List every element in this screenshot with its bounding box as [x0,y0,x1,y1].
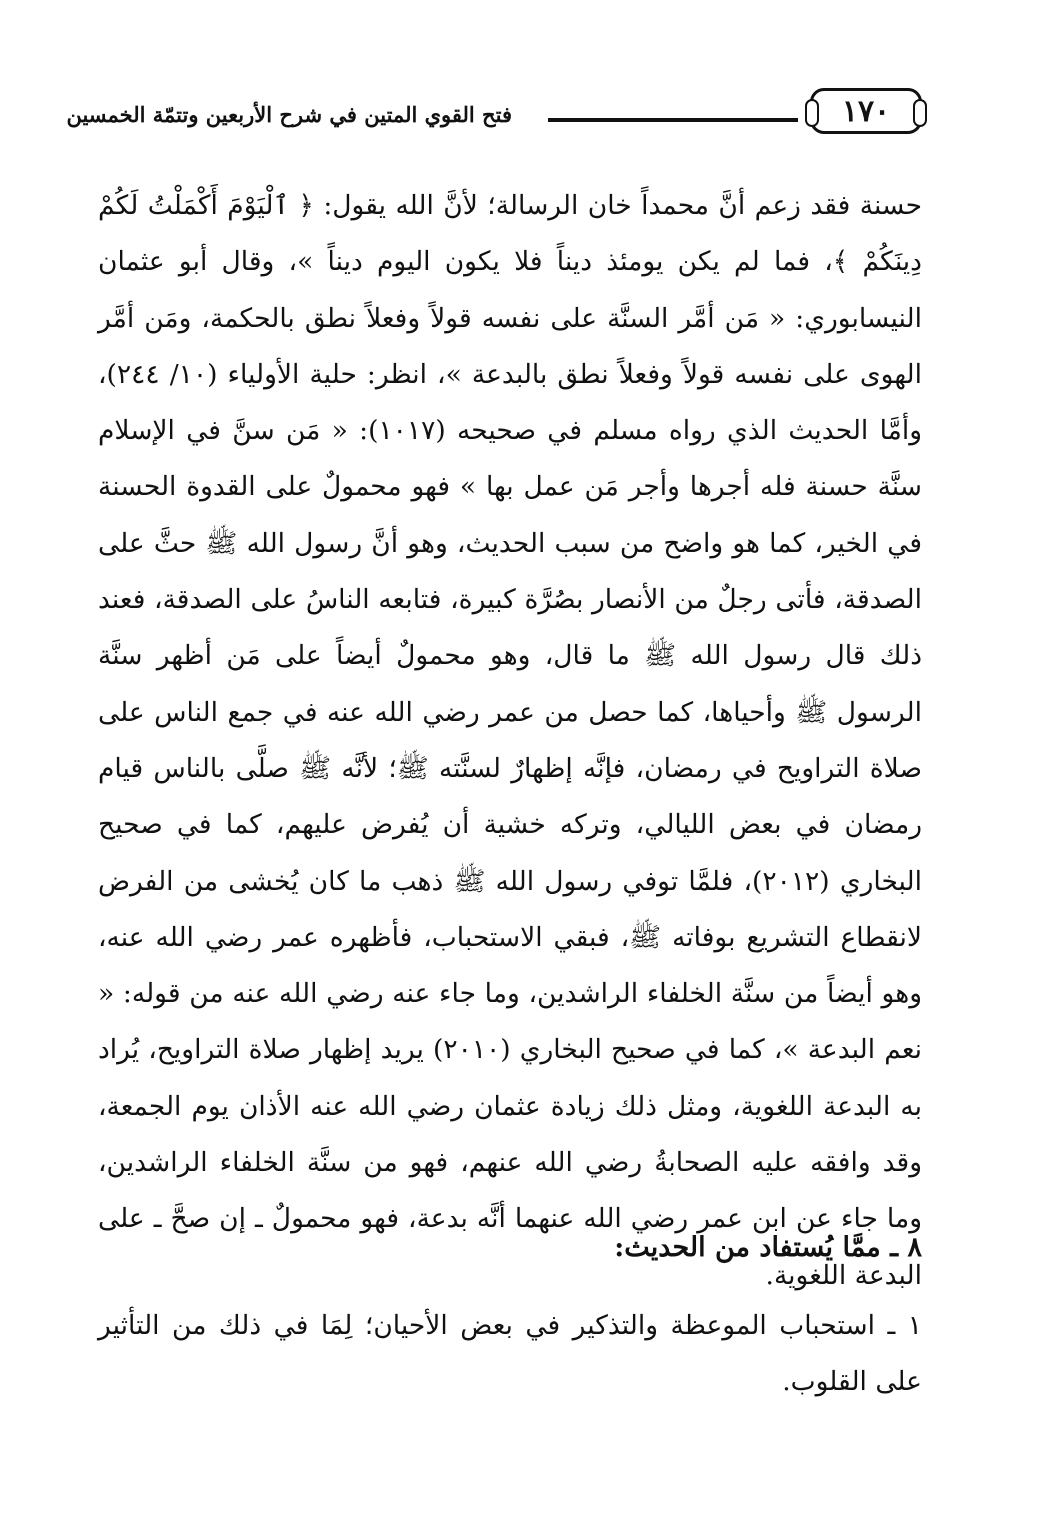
body-paragraph: حسنة فقد زعم أنَّ محمداً خان الرسالة؛ لأنَّ الله يقول: ﴿ ٱلْيَوْمَ أَكْمَلْتُ لَكُمْ دِينَكُمْ ﴾، فما لم يكن يومئذ ديناً فلا يكون اليوم ديناً »، وقال أبو عثمان النيسابوري: « مَن أمَّر السنَّة على نفسه قولاً وفعلاً نطق بالحكمة، ومَن أمَّر الهوى على نفسه قولاً وفعلاً نطق بالبدعة »، انظر: حلية الأولياء (١٠/ ٢٤٤)، وأمَّا الحديث الذي رواه مسلم في صحيحه (١٠١٧): « مَن سنَّ في الإسلام سنَّة حسنة فله أجرها وأجر مَن عمل بها » فهو محمولٌ على القدوة الحسنة في الخير، كما هو واضح من سبب الحديث، وهو أنَّ رسول الله ﷺ حثَّ على الصدقة، فأتى رجلٌ من الأنصار بصُرَّة كبيرة، فتابعه الناسُ على الصدقة، فعند ذلك قال رسول الله ﷺ ما قال، وهو محمولٌ أيضاً على مَن أظهر سنَّة الرسول ﷺ وأحياها، كما حصل من عمر رضي الله عنه في جمع الناس على صلاة التراويح في رمضان، فإنَّه إظهارٌ لسنَّته ﷺ؛ لأنَّه ﷺ صلَّى بالناس قيام رمضان في بعض الليالي، وتركه خشية أن يُفرض عليهم، كما في صحيح البخاري (٢٠١٢)، فلمَّا توفي رسول الله ﷺ ذهب ما كان يُخشى من الفرض لانقطاع التشريع بوفاته ﷺ، فبقي الاستحباب، فأظهره عمر رضي الله عنه، وهو أيضاً من سنَّة الخلفاء الراشدين، وما جاء عنه رضي الله عنه من قوله: « نعم البدعة »، كما في صحيح البخاري (٢٠١٠) يريد إظهار صلاة التراويح، يُراد به البدعة اللغوية، ومثل ذلك زيادة عثمان رضي الله عنه الأذان يوم الجمعة، وقد وافقه عليه الصحابةُ رضي الله عنهم، فهو من سنَّة الخلفاء الراشدين، وما جاء عن ابن عمر رضي الله عنهما أنَّه بدعة، فهو محمولٌ ـ إن صحَّ ـ على البدعة اللغوية. [98,190,923,1291]
page-number: ١٧٠ [841,93,891,129]
book-title: فتح القوي المتين في شرح الأربعين وتتمّة الخمسين [66,102,512,127]
section-heading: ٨ ـ ممَّا يُستفاد من الحديث: [614,1232,922,1263]
benefit-point-1: ١ ـ استحباب الموعظة والتذكير في بعض الأحيان؛ لِمَا في ذلك من التأثير على القلوب. [98,1310,922,1397]
header-divider-line [548,118,798,122]
page-header [66,78,922,150]
page-number-frame [810,88,922,134]
main-text [98,178,922,1304]
